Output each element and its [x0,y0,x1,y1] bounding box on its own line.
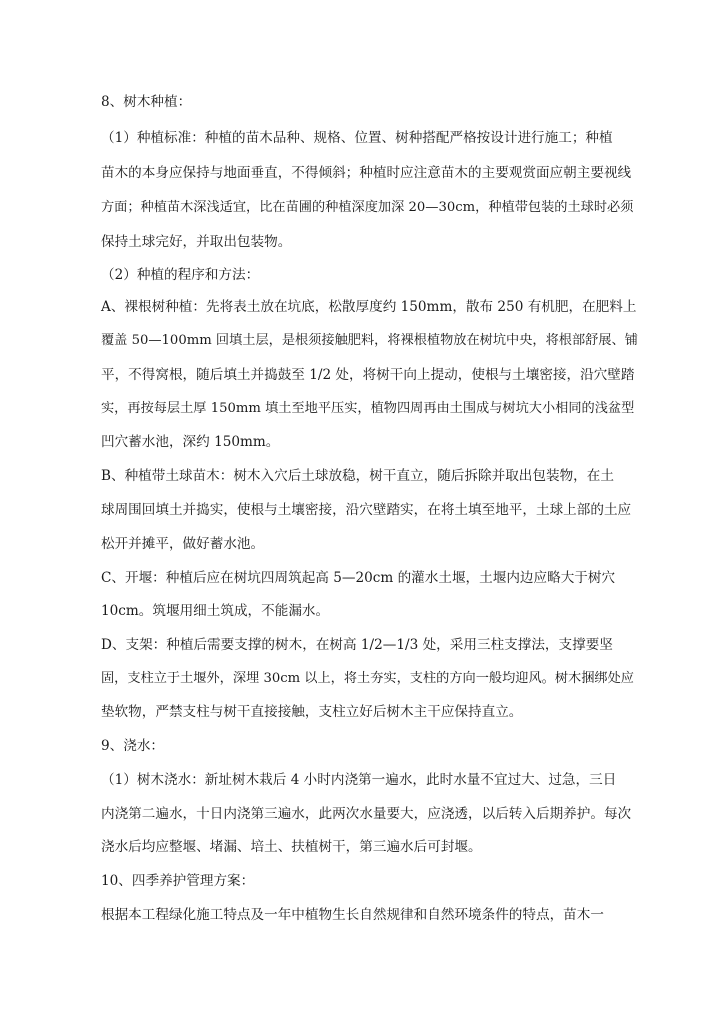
heading-tree-planting: 8、树木种植： [101,94,192,110]
paragraph-line: 浇水后均应整堰、堵漏、培土、扶植树干，第三遍水后可封堰。 [101,839,482,855]
paragraph-line: 方面；种植苗木深浅适宜，比在苗圃的种植深度加深 20—30cm，种植带包装的土球时必须 [101,200,634,215]
paragraph-line: 10cm。筑堰用细土筑成，不能漏水。 [101,603,330,619]
paragraph-line: （1）树木浇水：新址树木栽后 4 小时内浇第一遍水，此时水量不宜过大、过急，三日 [101,772,617,788]
paragraph-line: 内浇第二遍水，十日内浇第三遍水，此两次水量要大，应浇透，以后转入后期养护。每次 [101,806,632,822]
heading-watering: 9、浇水： [101,738,165,754]
paragraph-line: D、支架：种植后需要支撑的树木，在树高 1/2—1/3 处，采用三柱支撑法，支撑要坚 [101,637,613,653]
heading-seasonal-maintenance: 10、四季养护管理方案： [101,873,255,889]
paragraph-line: 苗木的本身应保持与地面垂直，不得倾斜；种植时应注意苗木的主要观赏面应朝主要视线 [101,165,632,181]
paragraph-line: A、裸根树种植：先将表土放在坑底，松散厚度约 150mm，散布 250 有机肥，在肥料上 [101,299,637,315]
paragraph-line: B、种植带土球苗木：树木入穴后土球放稳，树干直立，随后拆除并取出包装物，在土 [101,468,614,484]
paragraph-line: 覆盖 50—100mm 回填土层，是根须接触肥料，将裸根植物放在树坑中央，将根部舒展、铺 [101,333,638,348]
paragraph-line: C、开堰：种植后应在树坑四周筑起高 5—20cm 的灌水土堰，土堰内边应略大于树穴 [101,570,616,586]
paragraph-line: 平，不得窝根，随后填土并捣鼓至 1/2 处，将树干向上提动，使根与土壤密接，沿穴壁踏 [101,367,635,383]
paragraph-line: 垫软物，严禁支柱与树干直接接触，支柱立好后树木主干应保持直立。 [101,704,523,720]
paragraph-line: 固，支柱立于土堰外，深埋 30cm 以上，将土夯实，支柱的方向一般均迎风。树木捆绑处应 [101,671,634,686]
paragraph-line: 松开并摊平，做好蓄水池。 [101,536,265,552]
subheading-planting-procedure: （2）种植的程序和方法： [101,267,260,283]
paragraph-line: 球周围回填土并捣实，使根与土壤密接，沿穴壁踏实，在将土填至地平，土球上部的土应 [101,502,632,518]
paragraph-line: （1）种植标准：种植的苗木品种、规格、位置、树种搭配严格按设计进行施工；种植 [101,130,613,146]
paragraph-line: 根据本工程绿化施工特点及一年中植物生长自然规律和自然环境条件的特点，苗木一 [101,907,604,923]
paragraph-line: 保持土球完好，并取出包装物。 [101,234,292,250]
paragraph-line: 凹穴蓄水池，深约 150mm。 [101,434,280,450]
paragraph-line: 实，再按每层土厚 150mm 填土至地平压实，植物四周再由土围成与树坑大小相同的浅盆型 [101,401,635,416]
